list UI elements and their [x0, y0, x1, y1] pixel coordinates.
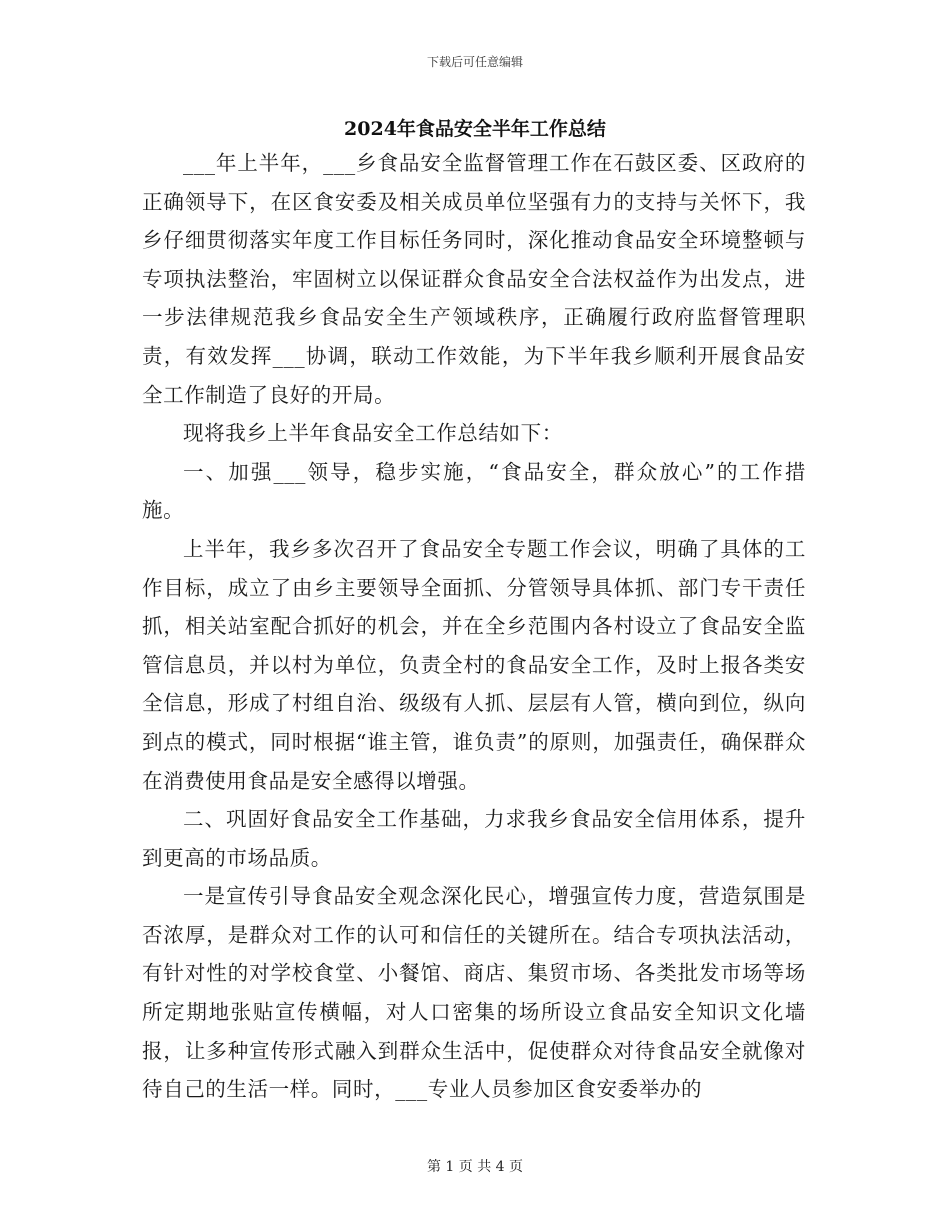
paragraph-section-one-body: 上半年，我乡多次召开了食品安全专题工作会议，明确了具体的工作目标，成立了由乡主要领导全面抓、分管领导具体抓、部门专干责任抓，相关站室配合抓好的机会，并在全乡范围内各村设立了食品安全监管信息员，并以村为单位，负责全村的食品安全工作，及时上报各类安全信息，形成了村组自治、级级有人抓、层层有人管，横向到位，纵向到点的模式，同时根据“谁主管，谁负责”的原则，加强责任，确保群众在消费使用食品是安全感得以增强。 — [142, 536, 806, 793]
document-title: 2024年食品安全半年工作总结 — [344, 118, 606, 140]
paragraph-section-two-body: 一是宣传引导食品安全观念深化民心，增强宣传力度，营造氛围是否浓厚，是群众对工作的认可和信任的关键所在。结合专项执法活动，有针对性的对学校食堂、小餐馆、商店、集贸市场、各类批发市场等场所定期地张贴宣传横幅，对人口密集的场所设立食品安全知识文化墙报，让多种宣传形式融入到群众生活中，促使群众对待食品安全就像对待自己的生活一样。同时，___专业人员参加区食安委举办的 — [142, 884, 806, 1102]
page-header-note: 下载后可任意编辑 — [426, 55, 523, 69]
paragraph-intro: ___年上半年，___乡食品安全监督管理工作在石鼓区委、区政府的正确领导下，在区食安委及相关成员单位坚强有力的支持与关怀下，我乡仔细贯彻落实年度工作目标任务同时，深化推动食品安全环境整顿与专项执法整治，牢固树立以保证群众食品安全合法权益作为出发点，进一步法律规范我乡食品安全生产领域秩序，正确履行政府监督管理职责，有效发挥___协调，联动工作效能，为下半年我乡顺利开展食品安全工作制造了良好的开局。 — [142, 151, 806, 407]
paragraph-summary-lead: 现将我乡上半年食品安全工作总结如下： — [183, 421, 563, 446]
paragraph-section-one-heading: 一、加强___领导，稳步实施，“食品安全，群众放心”的工作措施。 — [142, 459, 806, 523]
document-body — [142, 144, 806, 1109]
paragraph-section-two-heading: 二、巩固好食品安全工作基础，力求我乡食品安全信用体系，提升到更高的市场品质。 — [142, 807, 806, 870]
page-number: 第 1 页 共 4 页 — [426, 1159, 524, 1175]
